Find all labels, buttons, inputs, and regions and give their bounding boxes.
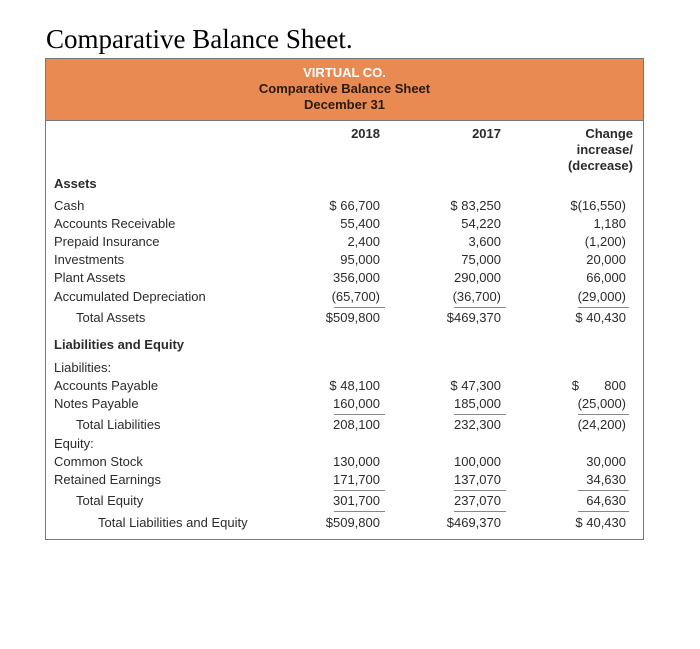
table-row [46,197,643,215]
table-row [46,377,643,395]
value-2017: 3,600 [468,234,501,249]
value-change: $ 800 [571,378,626,393]
value-change: 64,630 [586,493,626,508]
underline-rule [578,490,629,491]
value-change: (25,000) [577,396,626,411]
table-row [46,471,643,489]
table-row [46,233,643,251]
row-label: Assets [54,176,97,191]
row-label: Retained Earnings [54,472,161,487]
row-label: Accumulated Depreciation [54,289,206,304]
value-2017: $ 47,300 [450,378,501,393]
table-row [46,453,643,471]
value-2018: $ 66,700 [329,198,380,213]
underline-rule [578,511,629,512]
value-change: (29,000) [577,289,626,304]
statement-date: December 31 [304,97,385,112]
value-2017: 237,070 [454,493,501,508]
underline-rule [578,414,629,415]
table-row [46,416,643,434]
underline-rule [334,490,385,491]
value-change: $ 40,430 [575,310,626,325]
value-2018: $509,800 [325,515,380,530]
row-label: Plant Assets [54,270,126,285]
value-change: 30,000 [586,454,626,469]
value-change: $ 40,430 [575,515,626,530]
underline-rule [454,307,506,308]
table-row [46,269,643,287]
value-change: (24,200) [577,417,626,432]
company-name: VIRTUAL CO. [303,65,386,80]
column-header-change: Change increase/ (decrease) [567,126,633,173]
value-2017: $469,370 [446,515,501,530]
row-label: Total Equity [76,493,144,508]
value-2017: 232,300 [454,417,501,432]
row-label: Total Liabilities and Equity [98,515,248,530]
value-2018: 55,400 [340,216,380,231]
value-2018: 301,700 [333,493,380,508]
table-row [46,514,643,532]
row-label: Investments [54,252,125,267]
underline-rule [454,511,506,512]
row-label: Cash [54,198,85,213]
value-2017: $469,370 [446,310,501,325]
value-change: (1,200) [584,234,626,249]
value-2017: 290,000 [454,270,501,285]
row-label: Total Assets [76,310,146,325]
value-2017: 75,000 [461,252,501,267]
value-2017: 137,070 [454,472,501,487]
value-2018: 356,000 [333,270,380,285]
value-2018: (65,700) [331,289,380,304]
balance-sheet-table [45,58,644,540]
value-2018: 2,400 [347,234,380,249]
value-2018: 160,000 [333,396,380,411]
value-change: 66,000 [586,270,626,285]
table-row [46,395,643,413]
row-label: Liabilities: [54,360,112,375]
row-label: Total Liabilities [76,417,161,432]
underline-rule [334,414,385,415]
table-row [46,435,643,453]
underline-rule [578,307,629,308]
underline-rule [334,511,385,512]
value-2018: 171,700 [333,472,380,487]
row-label: Notes Payable [54,396,139,411]
table-row [46,309,643,327]
value-change: 34,630 [586,472,626,487]
value-2017: (36,700) [452,289,501,304]
row-label: Liabilities and Equity [54,337,185,352]
table-row [46,215,643,233]
value-change: 1,180 [593,216,626,231]
column-header-2018: 2018 [351,126,380,141]
table-header [46,59,643,121]
value-2018: $509,800 [325,310,380,325]
table-row [46,492,643,510]
value-change: 20,000 [586,252,626,267]
column-header-2017: 2017 [472,126,501,141]
row-label: Accounts Receivable [54,216,176,231]
value-2018: 95,000 [340,252,380,267]
underline-rule [334,307,385,308]
underline-rule [454,490,506,491]
table-row [46,175,643,193]
statement-name: Comparative Balance Sheet [258,81,431,96]
row-label: Accounts Payable [54,378,159,393]
value-2017: 100,000 [454,454,501,469]
value-2017: 185,000 [454,396,501,411]
value-2017: $ 83,250 [450,198,501,213]
row-label: Common Stock [54,454,143,469]
table-row [46,288,643,306]
table-row [46,359,643,377]
value-2018: 208,100 [333,417,380,432]
document-title: Comparative Balance Sheet. [46,24,353,54]
row-label: Prepaid Insurance [54,234,160,249]
value-2018: 130,000 [333,454,380,469]
value-change: $(16,550) [570,198,626,213]
table-row [46,336,643,354]
value-2018: $ 48,100 [329,378,380,393]
underline-rule [454,414,506,415]
value-2017: 54,220 [461,216,501,231]
row-label: Equity: [54,436,94,451]
table-row [46,251,643,269]
